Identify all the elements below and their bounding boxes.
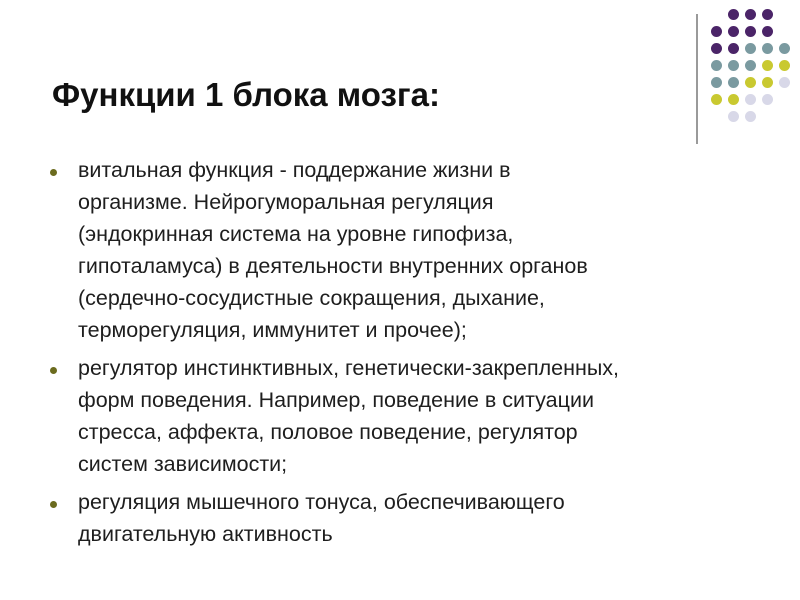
decorative-dot: [762, 77, 773, 88]
decorative-dot: [711, 60, 722, 71]
decorative-dot: [728, 111, 739, 122]
decorative-dot: [745, 9, 756, 20]
decorative-dot: [728, 9, 739, 20]
bullet-text: регуляция мышечного тонуса, обеспечивающего двигательную активность: [78, 490, 565, 546]
decorative-dot: [745, 94, 756, 105]
decorative-dot: [711, 77, 722, 88]
decorative-dot: [779, 43, 790, 54]
decorative-dot: [745, 43, 756, 54]
decorative-dot: [779, 77, 790, 88]
decorative-dot: [762, 94, 773, 105]
decorative-dot-grid: [711, 9, 775, 129]
decorative-dot: [728, 43, 739, 54]
decorative-dot: [762, 60, 773, 71]
decorative-dot: [745, 77, 756, 88]
slide-title: Функции 1 блока мозга:: [52, 76, 440, 113]
decorative-dot: [728, 77, 739, 88]
decorative-dot: [728, 60, 739, 71]
decorative-dot: [711, 43, 722, 54]
decorative-dot: [711, 26, 722, 37]
bullet-dot-icon: [50, 169, 57, 176]
bullet-item: [48, 154, 768, 346]
decorative-dot: [728, 26, 739, 37]
decorative-dot: [762, 43, 773, 54]
decorative-dot: [728, 94, 739, 105]
bullet-item: [48, 352, 768, 480]
bullet-dot-icon: [50, 367, 57, 374]
decorative-dot: [779, 60, 790, 71]
decorative-dot: [762, 9, 773, 20]
vertical-divider: [696, 14, 698, 144]
bullet-text: регулятор инстинктивных, генетически-закрепленных, форм поведения. Например, поведение в ситуации стресса, аффекта, половое поведение, регулятор систем зависимости;: [78, 356, 620, 476]
bullet-list: [48, 154, 768, 556]
decorative-dot: [745, 111, 756, 122]
decorative-dot: [762, 26, 773, 37]
bullet-dot-icon: [50, 501, 57, 508]
bullet-item: [48, 486, 768, 550]
decorative-dot: [745, 60, 756, 71]
decorative-dot: [745, 26, 756, 37]
bullet-text: витальная функция - поддержание жизни в организме. Нейрогуморальная регуляция (эндокринная система на уровне гипофиза, гипоталамуса) в деятельности внутренних органов (сердечно-сосудистные сокращения, дыхание, терморегуляция, иммунитет и прочее);: [78, 158, 588, 342]
decorative-dot: [711, 94, 722, 105]
